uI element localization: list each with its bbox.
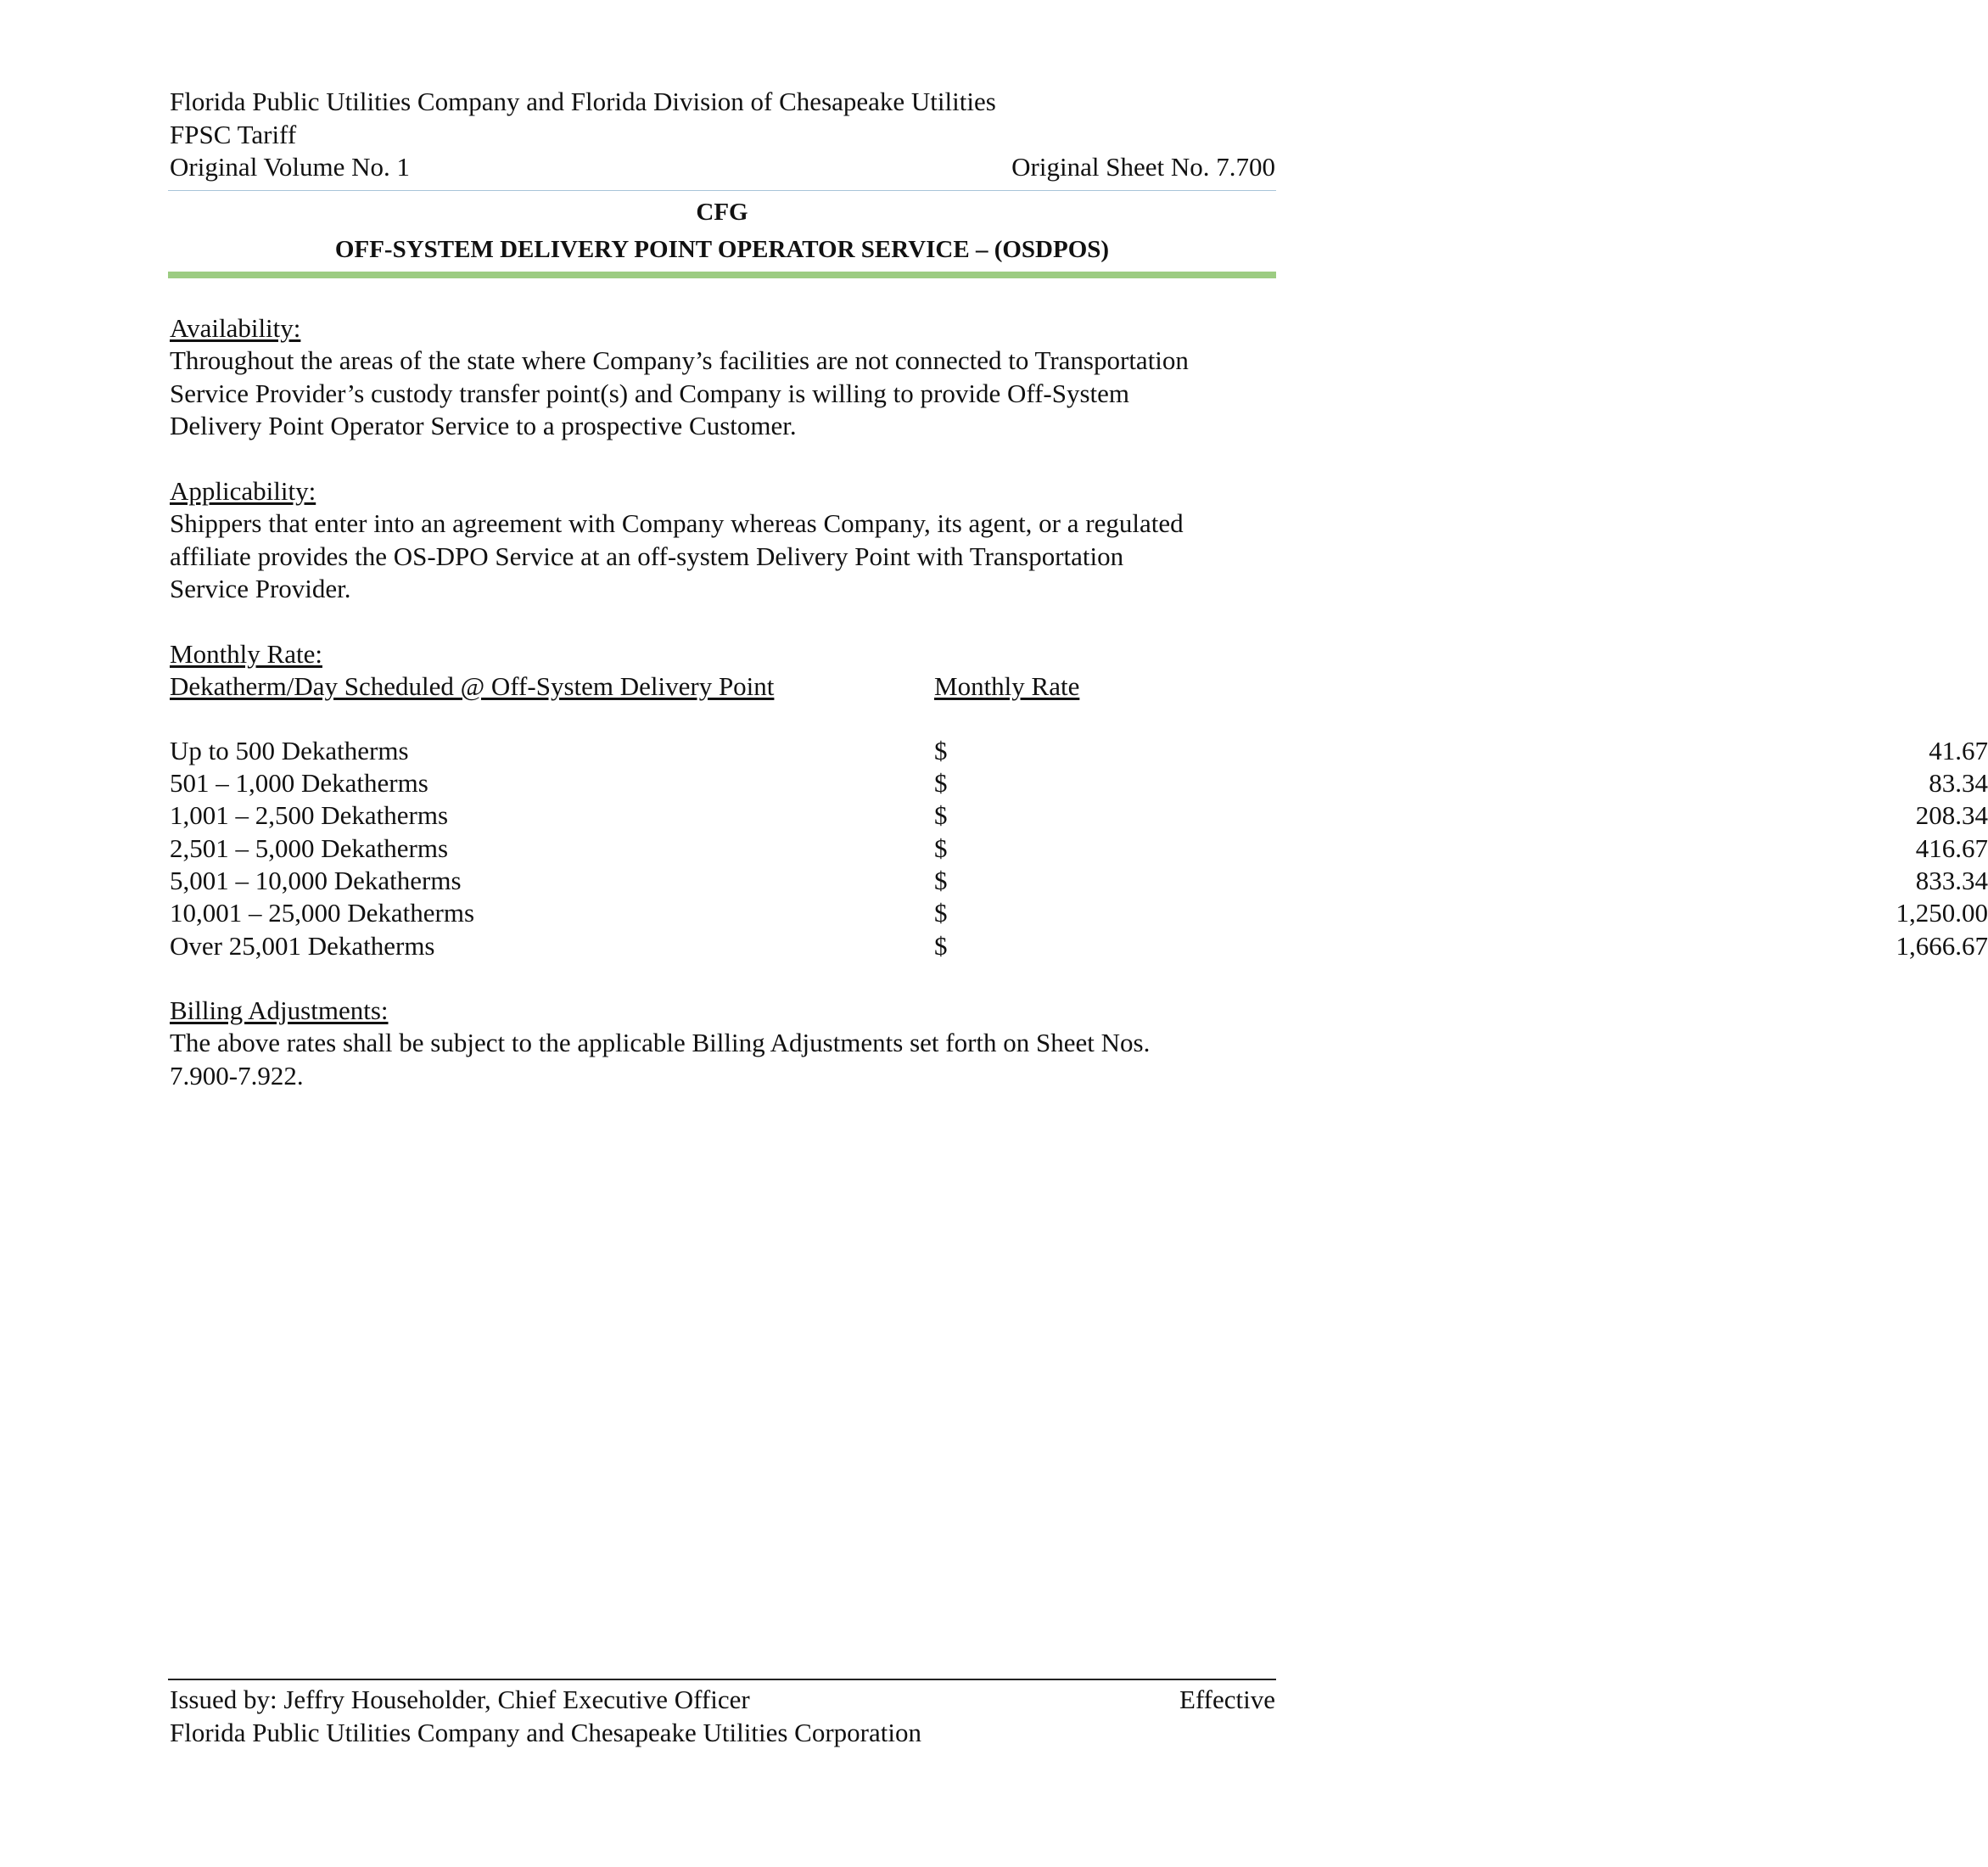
column-header-tier: Dekatherm/Day Scheduled @ Off-System Delivery Point	[170, 671, 775, 701]
applicability-line: Service Provider.	[170, 574, 351, 603]
availability-text	[170, 345, 1290, 443]
currency-symbol: $	[934, 833, 948, 863]
applicability-line: Shippers that enter into an agreement with Company whereas Company, its agent, or a regulated	[170, 508, 1184, 538]
rate-row	[170, 735, 1988, 767]
rate-amount: 416.67	[1915, 833, 1988, 863]
header-tariff: FPSC Tariff	[170, 120, 297, 149]
title-code: CFG	[696, 199, 748, 226]
availability-line: Delivery Point Operator Service to a prospective Customer.	[170, 411, 797, 440]
footer-effective: Effective	[1179, 1685, 1275, 1714]
currency-symbol: $	[934, 736, 948, 765]
rate-amount: 1,250.00	[1896, 898, 1988, 928]
rate-row	[170, 767, 1988, 799]
header-volume: Original Volume No. 1	[170, 152, 411, 182]
rate-tier: 501 – 1,000 Dekatherms	[170, 768, 428, 798]
rate-row	[170, 865, 1988, 897]
rate-amount: 1,666.67	[1896, 931, 1988, 961]
currency-symbol: $	[934, 866, 948, 895]
rate-row	[170, 897, 1988, 929]
rate-amount: 833.34	[1915, 866, 1988, 895]
rate-tier: Up to 500 Dekatherms	[170, 736, 409, 765]
billing-line: 7.900-7.922.	[170, 1060, 304, 1090]
availability-heading: Availability:	[170, 313, 301, 343]
monthly-rate-heading: Monthly Rate:	[170, 639, 322, 669]
rate-row	[170, 799, 1988, 832]
currency-symbol: $	[934, 800, 948, 830]
currency-symbol: $	[934, 898, 948, 928]
footer-divider	[168, 1679, 1276, 1680]
billing-line: The above rates shall be subject to the applicable Billing Adjustments set forth on Sheet Nos.	[170, 1028, 1151, 1057]
currency-symbol: $	[934, 768, 948, 798]
rate-tier: 5,001 – 10,000 Dekatherms	[170, 866, 462, 895]
footer-organization: Florida Public Utilities Company and Chesapeake Utilities Corporation	[170, 1718, 921, 1747]
title-service-name: OFF-SYSTEM DELIVERY POINT OPERATOR SERVICE – (OSDPOS)	[334, 236, 1110, 263]
billing-adjustments-text	[170, 1027, 1290, 1092]
header-sheet-number: Original Sheet No. 7.700	[1011, 152, 1275, 182]
rate-tier: 2,501 – 5,000 Dekatherms	[170, 833, 449, 863]
rate-row	[170, 930, 1988, 962]
applicability-line: affiliate provides the OS-DPO Service at an off-system Delivery Point with Transportation	[170, 541, 1124, 571]
billing-adjustments-heading: Billing Adjustments:	[170, 995, 389, 1025]
column-header-rate: Monthly Rate	[934, 671, 1080, 701]
applicability-heading: Applicability:	[170, 476, 316, 506]
title-divider	[168, 272, 1276, 278]
rate-tier: Over 25,001 Dekatherms	[170, 931, 435, 961]
rate-row	[170, 833, 1988, 865]
applicability-text	[170, 507, 1290, 606]
rate-amount: 208.34	[1915, 800, 1988, 830]
rate-amount: 83.34	[1929, 768, 1988, 798]
rate-tier: 10,001 – 25,000 Dekatherms	[170, 898, 475, 928]
footer-issued-by: Issued by: Jeffry Householder, Chief Executive Officer	[170, 1685, 750, 1714]
currency-symbol: $	[934, 931, 948, 961]
rate-amount: 41.67	[1929, 736, 1988, 765]
header-company: Florida Public Utilities Company and Florida Division of Chesapeake Utilities	[170, 87, 996, 116]
header-divider	[168, 190, 1276, 191]
availability-line: Throughout the areas of the state where Company’s facilities are not connected to Transportation	[170, 345, 1189, 375]
rate-tier: 1,001 – 2,500 Dekatherms	[170, 800, 449, 830]
availability-line: Service Provider’s custody transfer point(s) and Company is willing to provide Off-System	[170, 378, 1130, 408]
